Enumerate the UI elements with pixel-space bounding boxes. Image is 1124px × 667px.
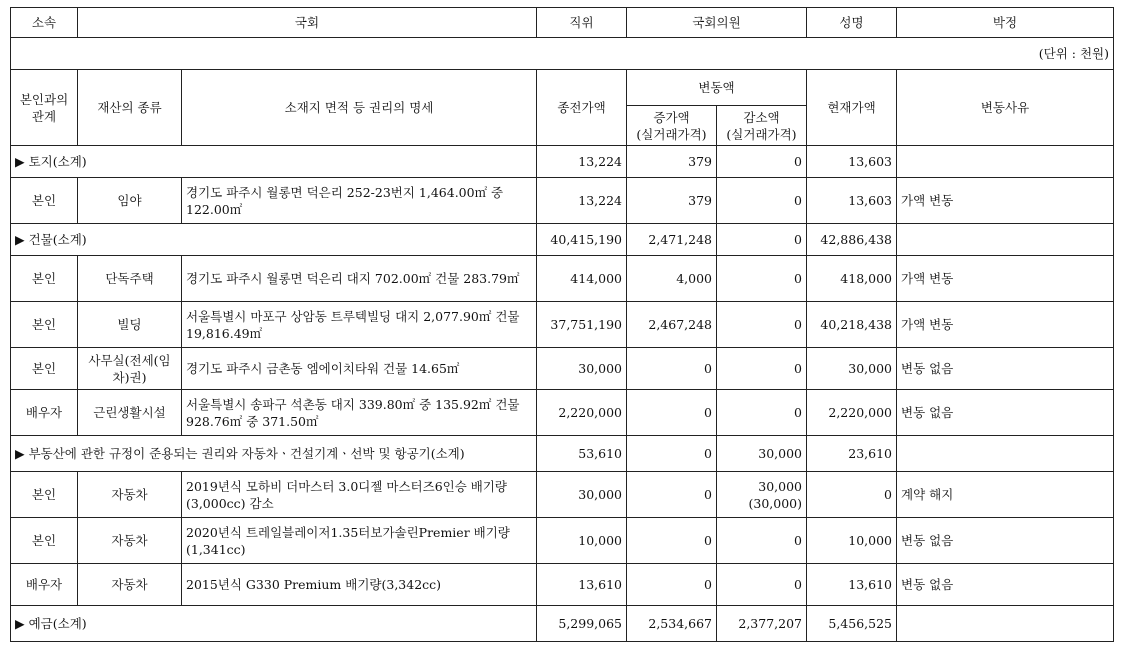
col-reason: 변동사유 bbox=[897, 70, 1114, 146]
prev-value: 5,299,065 bbox=[537, 606, 627, 642]
prev-value: 10,000 bbox=[537, 518, 627, 564]
decrease-cell bbox=[717, 302, 807, 348]
prev-value: 37,751,190 bbox=[537, 302, 627, 348]
col-detail: 소재지 면적 등 권리의 명세 bbox=[182, 70, 537, 146]
column-header-row-1 bbox=[11, 70, 1114, 106]
increase-value: 4,000 bbox=[627, 256, 717, 302]
asset-row bbox=[11, 518, 1114, 564]
reason-cell: 가액 변동 bbox=[897, 256, 1114, 302]
decrease-value: 0 bbox=[794, 271, 802, 286]
prev-value: 30,000 bbox=[537, 348, 627, 390]
unit-note: (단위 : 천원) bbox=[11, 38, 1114, 70]
kind-cell: 자동차 bbox=[78, 564, 182, 606]
asset-row bbox=[11, 178, 1114, 224]
prev-value: 13,224 bbox=[537, 146, 627, 178]
reason-cell: 계약 해지 bbox=[897, 472, 1114, 518]
detail-cell: 경기도 파주시 월롱면 덕은리 대지 702.00㎡ 건물 283.79㎡ bbox=[182, 256, 537, 302]
decrease-value: 0 bbox=[717, 224, 807, 256]
subtotal-row bbox=[11, 224, 1114, 256]
reason-cell: 가액 변동 bbox=[897, 302, 1114, 348]
affiliation-value: 국회 bbox=[78, 8, 537, 38]
prev-value: 30,000 bbox=[537, 472, 627, 518]
reason-cell: 변동 없음 bbox=[897, 518, 1114, 564]
increase-value: 0 bbox=[627, 436, 717, 472]
reason-cell bbox=[897, 224, 1114, 256]
col-increase-sub: (실거래가격) bbox=[636, 126, 707, 142]
subtotal-label: ▶ 부동산에 관한 규정이 준용되는 권리와 자동차ㆍ건설기계ㆍ선박 및 항공기(소계) bbox=[11, 436, 537, 472]
current-value: 13,603 bbox=[807, 178, 897, 224]
relation-cell: 본인 bbox=[11, 178, 78, 224]
prev-value: 414,000 bbox=[537, 256, 627, 302]
current-value: 23,610 bbox=[807, 436, 897, 472]
col-relation: 본인과의 관계 bbox=[11, 70, 78, 146]
current-value: 10,000 bbox=[807, 518, 897, 564]
detail-cell: 2019년식 모하비 더마스터 3.0디젤 마스터즈6인승 배기량(3,000cc) 감소 bbox=[182, 472, 537, 518]
decrease-value: 0 bbox=[794, 193, 802, 208]
subtotal-row bbox=[11, 436, 1114, 472]
current-value: 5,456,525 bbox=[807, 606, 897, 642]
subtotal-label: ▶ 토지(소계) bbox=[11, 146, 537, 178]
decrease-cell bbox=[717, 256, 807, 302]
decrease-value: 30,000 bbox=[758, 478, 802, 494]
col-decrease-sub: (실거래가격) bbox=[726, 126, 797, 142]
relation-cell: 본인 bbox=[11, 472, 78, 518]
decrease-cell bbox=[717, 472, 807, 518]
asset-row bbox=[11, 256, 1114, 302]
decrease-value: 0 bbox=[794, 533, 802, 548]
reason-cell bbox=[897, 436, 1114, 472]
affiliation-label: 소속 bbox=[11, 8, 78, 38]
col-decrease bbox=[717, 106, 807, 146]
increase-value: 379 bbox=[627, 146, 717, 178]
position-value: 국회의원 bbox=[627, 8, 807, 38]
current-value: 2,220,000 bbox=[807, 390, 897, 436]
current-value: 40,218,438 bbox=[807, 302, 897, 348]
subtotal-label: ▶ 건물(소계) bbox=[11, 224, 537, 256]
asset-row bbox=[11, 302, 1114, 348]
decrease-cell bbox=[717, 518, 807, 564]
current-value: 30,000 bbox=[807, 348, 897, 390]
kind-cell: 빌딩 bbox=[78, 302, 182, 348]
col-decrease-label: 감소액 bbox=[743, 109, 780, 125]
asset-row bbox=[11, 472, 1114, 518]
relation-cell: 배우자 bbox=[11, 564, 78, 606]
detail-cell: 서울특별시 송파구 석촌동 대지 339.80㎡ 중 135.92㎡ 건물 928.76㎡ 중 371.50㎡ bbox=[182, 390, 537, 436]
kind-cell: 사무실(전세(임차)권) bbox=[78, 348, 182, 390]
decrease-cell bbox=[717, 178, 807, 224]
asset-row bbox=[11, 564, 1114, 606]
name-label: 성명 bbox=[807, 8, 897, 38]
subtotal-label: ▶ 예금(소계) bbox=[11, 606, 537, 642]
asset-table bbox=[10, 7, 1114, 642]
position-label: 직위 bbox=[537, 8, 627, 38]
decrease-value: 0 bbox=[794, 317, 802, 332]
current-value: 0 bbox=[807, 472, 897, 518]
relation-cell: 본인 bbox=[11, 302, 78, 348]
reason-cell bbox=[897, 606, 1114, 642]
asset-row bbox=[11, 390, 1114, 436]
decrease-value: 0 bbox=[794, 361, 802, 376]
detail-cell: 서울특별시 마포구 상암동 트루텍빌딩 대지 2,077.90㎡ 건물 19,816.49㎡ bbox=[182, 302, 537, 348]
reason-cell: 가액 변동 bbox=[897, 178, 1114, 224]
prev-value: 53,610 bbox=[537, 436, 627, 472]
decrease-value: 0 bbox=[794, 405, 802, 420]
detail-cell: 경기도 파주시 금촌동 엠에이치타워 건물 14.65㎡ bbox=[182, 348, 537, 390]
decrease-value: 0 bbox=[717, 146, 807, 178]
asset-row bbox=[11, 348, 1114, 390]
decrease-cell bbox=[717, 390, 807, 436]
col-change: 변동액 bbox=[627, 70, 807, 106]
increase-value: 0 bbox=[627, 472, 717, 518]
prev-value: 13,610 bbox=[537, 564, 627, 606]
relation-cell: 본인 bbox=[11, 518, 78, 564]
col-prev: 종전가액 bbox=[537, 70, 627, 146]
decrease-value: 30,000 bbox=[717, 436, 807, 472]
detail-cell: 2015년식 G330 Premium 배기량(3,342cc) bbox=[182, 564, 537, 606]
increase-value: 0 bbox=[627, 518, 717, 564]
relation-cell: 배우자 bbox=[11, 390, 78, 436]
detail-cell: 2020년식 트레일블레이저1.35터보가솔린Premier 배기량(1,341cc) bbox=[182, 518, 537, 564]
unit-row bbox=[11, 38, 1114, 70]
reason-cell: 변동 없음 bbox=[897, 390, 1114, 436]
increase-value: 0 bbox=[627, 390, 717, 436]
increase-value: 0 bbox=[627, 348, 717, 390]
subtotal-row bbox=[11, 606, 1114, 642]
increase-value: 2,534,667 bbox=[627, 606, 717, 642]
kind-cell: 자동차 bbox=[78, 472, 182, 518]
detail-cell: 경기도 파주시 월롱면 덕은리 252-23번지 1,464.00㎡ 중 122.00㎡ bbox=[182, 178, 537, 224]
kind-cell: 단독주택 bbox=[78, 256, 182, 302]
col-increase-label: 증가액 bbox=[653, 109, 690, 125]
prev-value: 40,415,190 bbox=[537, 224, 627, 256]
prev-value: 2,220,000 bbox=[537, 390, 627, 436]
col-kind: 재산의 종류 bbox=[78, 70, 182, 146]
decrease-actual-value: (30,000) bbox=[748, 495, 802, 511]
increase-value: 2,471,248 bbox=[627, 224, 717, 256]
subtotal-row bbox=[11, 146, 1114, 178]
kind-cell: 근린생활시설 bbox=[78, 390, 182, 436]
current-value: 418,000 bbox=[807, 256, 897, 302]
kind-cell: 자동차 bbox=[78, 518, 182, 564]
current-value: 13,610 bbox=[807, 564, 897, 606]
prev-value: 13,224 bbox=[537, 178, 627, 224]
decrease-value: 0 bbox=[794, 577, 802, 592]
current-value: 13,603 bbox=[807, 146, 897, 178]
relation-cell: 본인 bbox=[11, 348, 78, 390]
reason-cell: 변동 없음 bbox=[897, 564, 1114, 606]
decrease-cell bbox=[717, 348, 807, 390]
col-current: 현재가액 bbox=[807, 70, 897, 146]
relation-cell: 본인 bbox=[11, 256, 78, 302]
increase-value: 379 bbox=[627, 178, 717, 224]
increase-value: 2,467,248 bbox=[627, 302, 717, 348]
current-value: 42,886,438 bbox=[807, 224, 897, 256]
reason-cell: 변동 없음 bbox=[897, 348, 1114, 390]
kind-cell: 임야 bbox=[78, 178, 182, 224]
decrease-value: 2,377,207 bbox=[717, 606, 807, 642]
increase-value: 0 bbox=[627, 564, 717, 606]
header-row bbox=[11, 8, 1114, 38]
reason-cell bbox=[897, 146, 1114, 178]
name-value: 박정 bbox=[897, 8, 1114, 38]
col-increase bbox=[627, 106, 717, 146]
decrease-cell bbox=[717, 564, 807, 606]
